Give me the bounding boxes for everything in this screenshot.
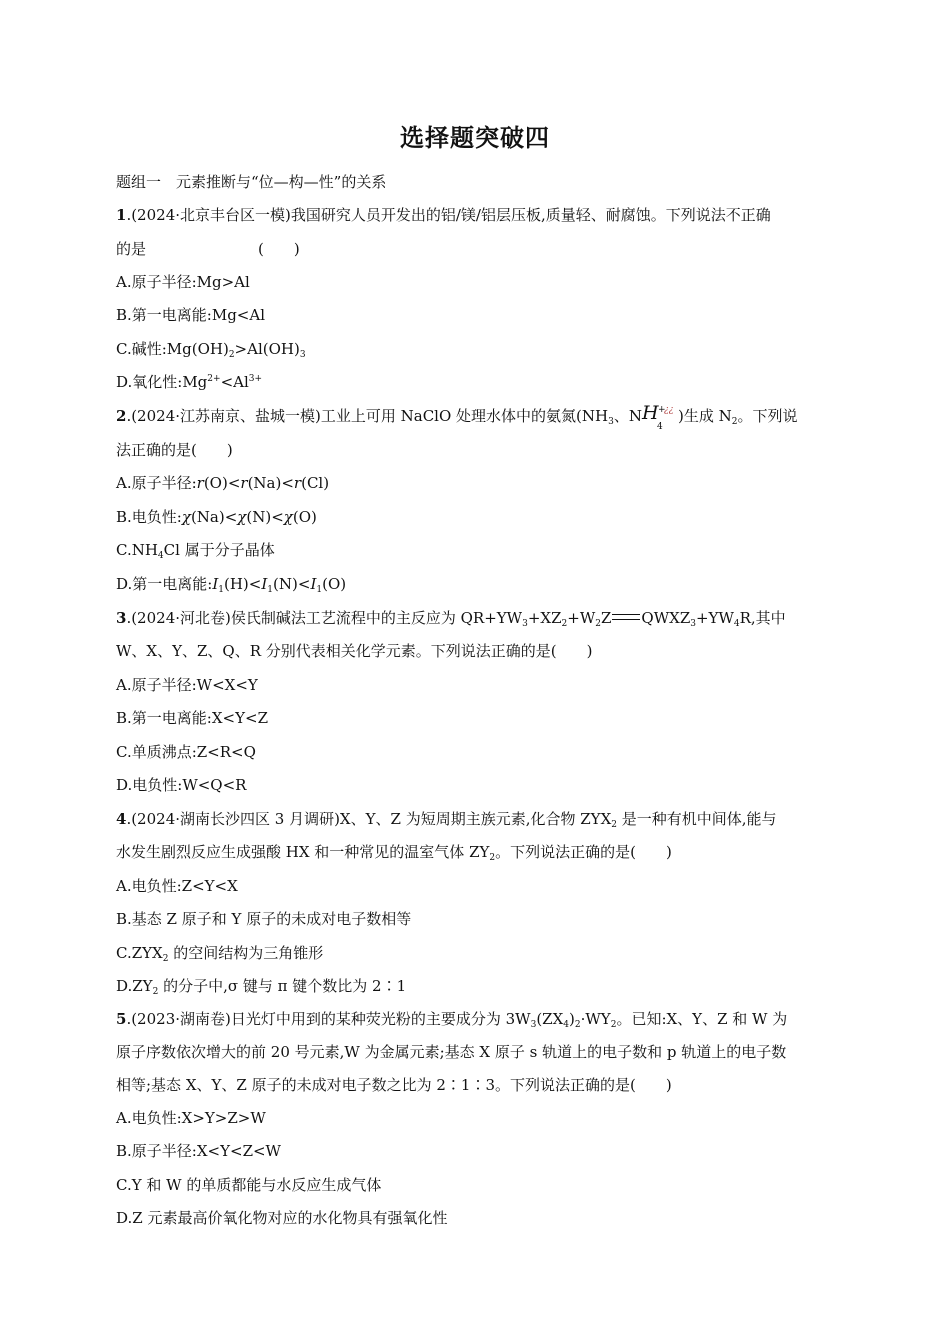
q4-option-b: B.基态 Z 原子和 Y 原子的未成对电子数相等: [116, 910, 412, 928]
ammonium-formula: H + ¿¿ 4: [641, 402, 674, 432]
q4-stem-line2: 水发生剧烈反应生成强酸 HX 和一种常见的温室气体 $ZY_2$。下列说法正确的是( ): [116, 843, 672, 863]
q1-stem-end: 的是: [116, 240, 147, 258]
q3-option-b: B.第一电离能:X<Y<Z: [116, 709, 268, 727]
q1-option-c: C.碱性$:Mg(OH)_2>Al(OH)_3$: [116, 340, 306, 360]
q5-stem-line2: 原子序数依次增大的前 20 号元素,W 为金属元素;基态 X 原子 s 轨道上的电子数和 p 轨道上的电子数: [116, 1043, 787, 1061]
q2-option-c: $C.NH_4Cl$ 属于分子晶体: [116, 541, 275, 561]
q1-stem-text: .(2024·北京丰台区一模)我国研究人员开发出的铝/镁/铝层压板,质量轻、耐腐蚀。下列说法不正确: [126, 206, 771, 224]
q5-option-c: C.Y 和 W 的单质都能与水反应生成气体: [116, 1176, 382, 1194]
q4-option-d: $D.ZY_2$ 的分子中,σ 键与 π 键个数比为 2∶1: [116, 977, 407, 997]
group-heading: 题组一 元素推断与“位—构—性”的关系: [116, 173, 387, 191]
q4-number: 4: [116, 810, 127, 828]
q2-stem-line1: 2.(2024·江苏南京、盐城一模)工业上可用 NaClO 处理水体中的氨氮($NH_3$、N H + ¿¿ 4 )生成 $N_2$。下列说: [116, 402, 798, 432]
q3-option-a: A.原子半径:W<X<Y: [116, 676, 258, 694]
q1-option-d: D.氧化性$:Mg^{2+}<Al^{3+}$: [116, 373, 263, 391]
q2-option-d: D.第一电离能$:I_1(H)<I_1(N)<I_1(O)$: [116, 575, 347, 595]
q5-stem-line1: 5.(2023·湖南卷)日光灯中用到的某种荧光粉的主要成分为 $3W_3(ZX_4)_2\cdot WY_2$。已知:X、Y、Z 和 W 为: [116, 1010, 788, 1030]
q3-number: 3: [116, 609, 127, 627]
q2-option-b: B.电负性:χ(Na)<χ(N)<χ(O): [116, 508, 317, 526]
q1-stem-line2: [116, 239, 300, 259]
q1-number: 1: [116, 206, 127, 224]
q1-answer-paren: ( ): [258, 240, 300, 258]
q4-stem-line1: 4.(2024·湖南长沙四区 3 月调研)X、Y、Z 为短周期主族元素,化合物 $ZYX_2$ 是一种有机中间体,能与: [116, 810, 777, 830]
q5-number: 5: [116, 1010, 127, 1028]
q3-stem-line1: 3.(2024·河北卷)侯氏制碱法工艺流程中的主反应为 $QR+YW_3+XZ_2+W_2Z$ $QWXZ_3+YW_4R$,其中: [116, 609, 786, 629]
q3-stem-line2: W、X、Y、Z、Q、R 分别代表相关化学元素。下列说法正确的是( ): [116, 642, 593, 660]
q4-option-c: $C.ZYX_2$ 的空间结构为三角锥形: [116, 944, 324, 964]
q1-stem-line1: [116, 205, 771, 225]
q2-stem-line2: 法正确的是( ): [116, 441, 233, 459]
q1-option-a: A.原子半径:Mg>Al: [116, 273, 250, 291]
q5-option-a: A.电负性:X>Y>Z>W: [116, 1109, 266, 1127]
q2-number: 2: [116, 407, 127, 425]
equals-sign: [612, 614, 640, 620]
q5-option-d: D.Z 元素最高价氧化物对应的水化物具有强氧化性: [116, 1209, 448, 1227]
page-title: 选择题突破四: [400, 124, 550, 152]
q1-option-b: B.第一电离能:Mg<Al: [116, 306, 266, 324]
q5-stem-line3: 相等;基态 X、Y、Z 原子的未成对电子数之比为 2∶1∶3。下列说法正确的是( ): [116, 1076, 672, 1094]
q5-option-b: B.原子半径:X<Y<Z<W: [116, 1142, 281, 1160]
q3-option-c: C.单质沸点:Z<R<Q: [116, 743, 256, 761]
q3-option-d: D.电负性:W<Q<R: [116, 776, 247, 794]
q2-option-a: A.原子半径:r(O)<r(Na)<r(Cl): [116, 474, 330, 492]
q4-option-a: A.电负性:Z<Y<X: [116, 877, 238, 895]
